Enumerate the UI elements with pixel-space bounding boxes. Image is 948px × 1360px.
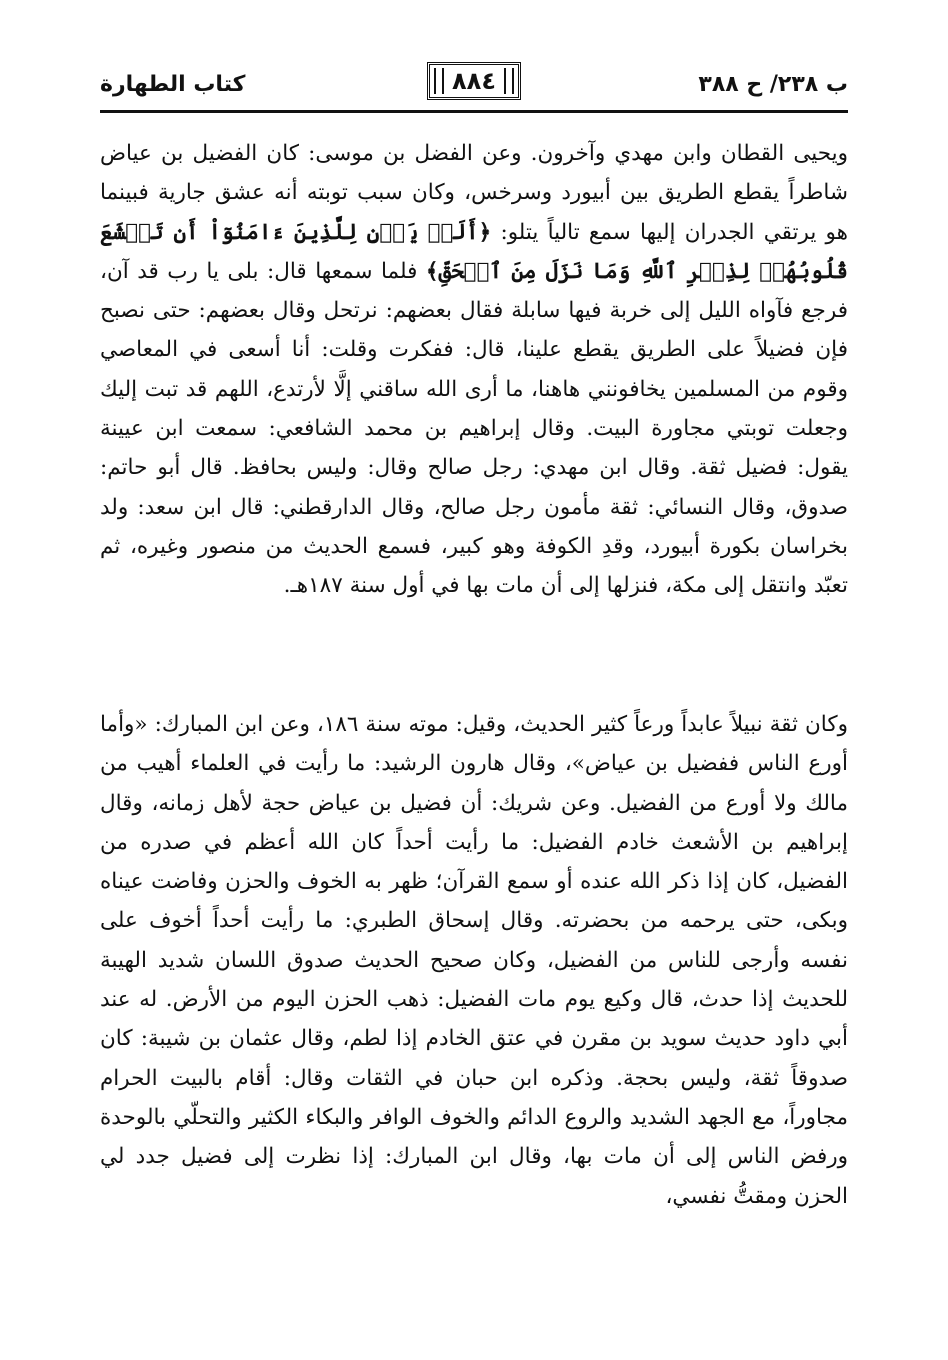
paragraph-1: [100, 134, 848, 606]
quran-verse: ﴿أَلَمۡ يَأۡنِ لِلَّذِينَ ءَامَنُوٓاْ أَن تَخۡشَعَ قُلُوبُهُمۡ لِذِكۡرِ ٱللَّهِ وَمَا نَزَلَ مِنَ ٱلۡحَقِّ﴾: [100, 219, 848, 284]
header-rule: [100, 110, 848, 113]
book-title: كتاب الطهارة: [100, 72, 246, 97]
paragraph-2-text: وكان ثقة نبيلاً عابداً ورعاً كثير الحديث، وقيل: موته سنة ١٨٦، وعن ابن المبارك: «وأما أورع الناس ففضيل بن عياض»، وقال هارون الرشيد: ما رأيت في العلماء أهيب من مالك ولا أورع من الفضيل. وعن شريك: أن فضيل بن عياض حجة لأهل زمانه، وقال إبراهيم بن الأشعث خادم الفضيل: ما رأيت أحداً كان الله أعظم في صدره من الفضيل، كان إذا ذكر الله عنده أو سمع القرآن؛ ظهر به الخوف والحزن وفاضت عيناه وبكى، حتى يرحمه من بحضرته. وقال إسحاق الطبري: ما رأيت أحداً أخوف على نفسه وأرجى للناس من الفضيل، وكان صحيح الحديث صدوق اللسان شديد الهيبة للحديث إذا حدث، قال وكيع يوم مات الفضيل: ذهب الحزن اليوم من الأرض. له عند أبي داود حديث سويد بن مقرن في عتق الخادم إذا لطم، وقال عثمان بن شيبة: كان صدوقاً ثقة، وليس بحجة. وذكره ابن حبان في الثقات وقال: أقام بالبيت الحرام مجاوراً، مع الجهد الشديد والروع الدائم والخوف الوافر والبكاء الكثير والتحلّي بالوحدة ورفض الناس إلى أن مات بها، وقال ابن المبارك: إذا نظرت إلى فضيل جدد لي الحزن ومقتُّ نفسي،: [100, 712, 848, 1209]
paragraph-1-part-1: ويحيى القطان وابن مهدي وآخرون. وعن الفضل بن موسى: كان الفضيل بن عياض شاطراً يقطع الطريق بين أبيورد وسرخس، وكان سبب توبته أنه عشق جارية فبينما هو يرتقي الجدران إليها سمع تالياً يتلو:: [100, 141, 849, 245]
reference-label: ب ٢٣٨/ ح ٣٨٨: [698, 72, 848, 97]
paragraph-1-text: [100, 134, 848, 606]
page-number: ٨٨٤: [427, 62, 521, 100]
paragraph-1-part-2: فلما سمعها قال: بلى يا رب قد آن، فرجع فآواه الليل إلى خربة فيها سابلة فقال بعضهم: نرتحل وقال بعضهم: حتى نصبح فإن فضيلاً على الطريق يقطع علينا، قال: ففكرت وقلت: أنا أسعى في المعاصي وقوم من المسلمين يخافونني هاهنا، ما أرى الله ساقني إلَّا لأرتدع، اللهم قد تبت إليك وجعلت توبتي مجاورة البيت. وقال إبراهيم بن محمد الشافعي: سمعت ابن عيينة يقول: فضيل ثقة. وقال ابن مهدي: رجل صالح وقال: وليس بحافظ. قال أبو حاتم: صدوق، وقال النسائي: ثقة مأمون رجل صالح، وقال الدارقطني: قال ابن سعد: ولد بخراسان بكورة أبيورد، وقدِ الكوفة وهو كبير، فسمع الحديث من منصور وغيره، ثم تعبّد وانتقل إلى مكة، فنزلها إلى أن مات بها في أول سنة ١٨٧هـ.: [100, 258, 848, 599]
page-header: [100, 62, 848, 104]
paragraph-2: [100, 705, 848, 1216]
